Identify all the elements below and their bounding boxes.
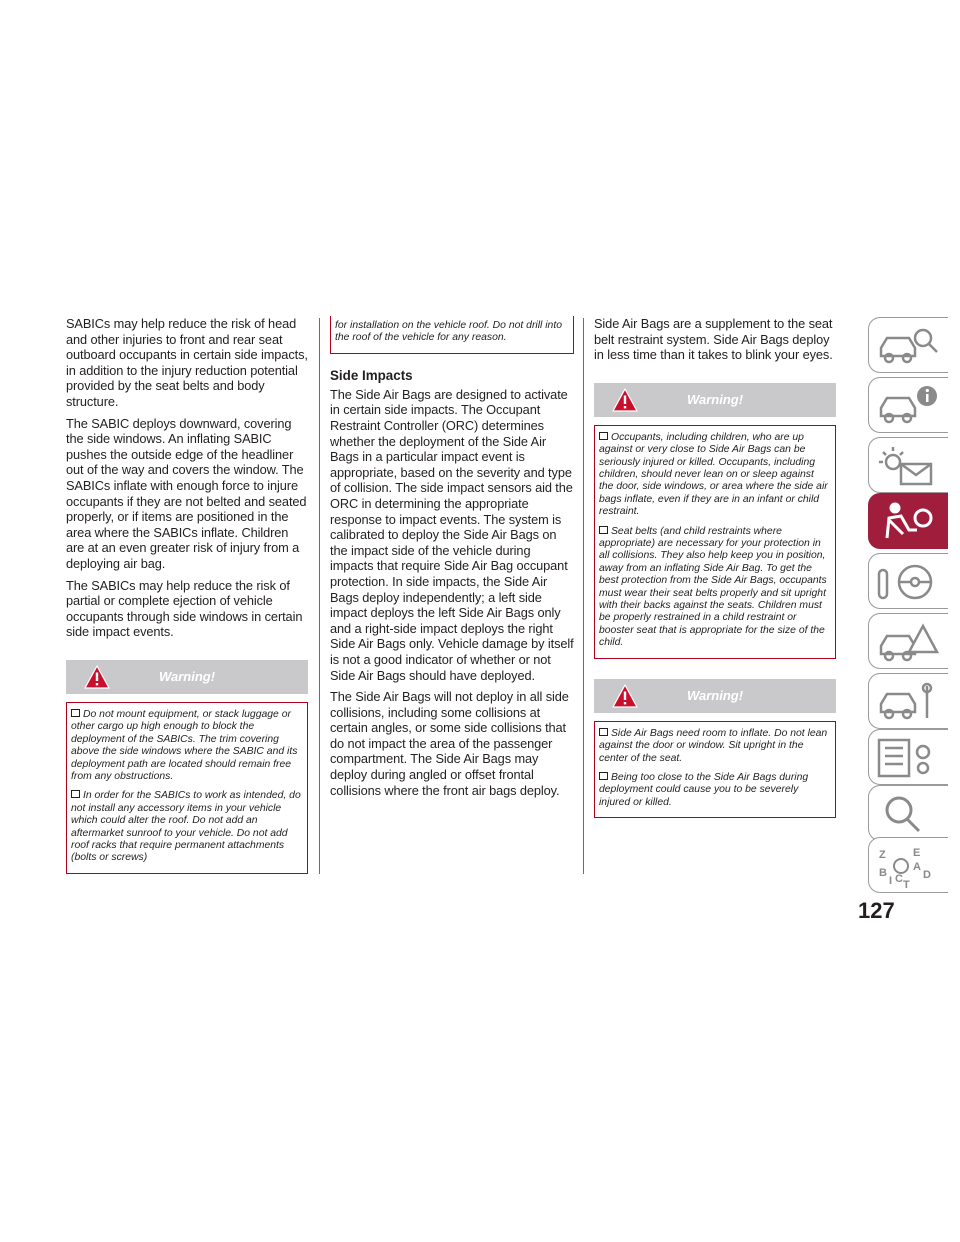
column-1 — [66, 316, 308, 874]
warning-lights-icon — [875, 444, 941, 488]
nav-tab-search[interactable] — [868, 785, 948, 841]
alphabetical-index-icon — [875, 844, 941, 888]
nav-tab-warning-lights[interactable] — [868, 437, 948, 493]
warning-box — [594, 425, 836, 659]
warning-title: Warning! — [686, 391, 744, 407]
car-search-icon — [875, 324, 941, 368]
airbag-seatbelt-icon — [875, 500, 941, 544]
warning-item: Side Air Bags need room to inflate. Do not lean against the door or window. Sit upright in the center of the seat. — [599, 727, 828, 764]
body-paragraph: The SABICs may help reduce the risk of partial or complete ejection of vehicle occupants through side windows in certain side impact events. — [66, 577, 303, 640]
nav-tab-car-info[interactable] — [868, 377, 948, 433]
svg-text:D: D — [923, 869, 931, 881]
nav-tab-airbags-seatbelts[interactable] — [868, 493, 948, 549]
car-tools-icon — [875, 680, 941, 724]
svg-text:I: I — [889, 875, 893, 887]
warning-header — [594, 679, 836, 713]
nav-tab-starting-driving[interactable] — [868, 553, 948, 609]
car-info-icon — [875, 384, 941, 428]
svg-text:Z: Z — [879, 849, 886, 861]
column-2 — [330, 316, 574, 804]
nav-tab-emergency[interactable] — [868, 613, 948, 669]
search-icon — [875, 792, 941, 836]
checkbox-bullet-icon — [599, 526, 608, 534]
checkbox-bullet-icon — [599, 772, 608, 780]
checkbox-bullet-icon — [599, 728, 608, 736]
body-paragraph: The Side Air Bags are designed to activate in certain side impacts. The Occupant Restraint Controller (ORC) determines whether the deployment of the Side Air Bags in a particular impact event is appropriate, based on the severity and type of collision. The side impact sensors aid the ORC in determining the appropriate response to impact events. The system is calibrated to deploy the Side Air Bags on the impact side of the vehicle during impacts that require Side Air Bag occupant protection. In side impacts, the Side Air Bags deploy independently; a left side impact deploys the left Side Air Bags only and a right-side impact deploys the right Side Air Bags only. Vehicle damage by itself is not a good indicator of whether or not Side Air Bags should have deployed. — [330, 386, 574, 683]
car-hazard-icon — [875, 620, 941, 664]
svg-text:A: A — [913, 861, 921, 873]
body-paragraph: The Side Air Bags will not deploy in all side collisions, including some collisions at certain angles, or some side collisions that do not impact the area of the passenger compartment. The Side Air Bags may deploy during angled or offset frontal collisions where the front air bags deploy. — [330, 689, 569, 798]
svg-text:C: C — [895, 873, 903, 885]
warning-header — [594, 383, 836, 417]
warning-title: Warning! — [686, 687, 744, 703]
warning-box — [594, 721, 836, 818]
checkbox-bullet-icon — [71, 709, 80, 717]
checkbox-bullet-icon — [71, 790, 80, 798]
warning-header — [66, 660, 308, 694]
body-paragraph: Side Air Bags are a supplement to the seat belt restraint system. Side Air Bags deploy in less time than it takes to blink your eyes. — [594, 316, 833, 363]
nav-tab-index[interactable] — [868, 837, 948, 893]
body-paragraph: SABICs may help reduce the risk of head and other injuries to front and rear seat outboard occupants in certain side impacts, in addition to the injury reduction potential provided by the seat belts and body structure. — [66, 316, 308, 409]
section-heading: Side Impacts — [330, 367, 413, 383]
warning-item: Seat belts (and child restraints where appropriate) are necessary for your protection in all collisions. They also help keep you in position, away from an inflating Side Air Bag. To get the best protection from the Side Air Bags, occupants must wear their seat belts properly and sit upright with their backs against the seats. Children must be properly restrained in a child restraint or booster seat that is appropriate for the size of the child. — [599, 525, 827, 649]
warning-item: Do not mount equipment, or stack luggage or other cargo up high enough to block the deployment of the SABICs. The trim covering above the side windows where the SABIC and its deployment path are located should remain free from any obstructions. — [71, 708, 298, 782]
nav-tab-car-search[interactable] — [868, 317, 948, 373]
warning-item: Occupants, including children, who are up against or very close to Side Air Bags can be seriously injured or killed. Occupants, including children, should never lean on or sleep against the door, side windows, or area where the side air bags inflate, even if they are in an infant or child restraint. — [599, 431, 828, 518]
svg-text:E: E — [913, 847, 921, 859]
warning-item-continuation: for installation on the vehicle roof. Do not drill into the roof of the vehicle for any reason. — [335, 320, 562, 344]
column-divider — [319, 318, 320, 874]
nav-tab-servicing[interactable] — [868, 673, 948, 729]
checkbox-bullet-icon — [599, 432, 608, 440]
svg-text:B: B — [879, 867, 887, 879]
warning-item: Being too close to the Side Air Bags during deployment could cause you to be severely injured or killed. — [599, 771, 809, 808]
warning-title: Warning! — [158, 668, 216, 684]
warning-box-continuation — [330, 316, 574, 354]
warning-item: In order for the SABICs to work as intended, do not install any accessory items in your vehicle which could alter the roof. Do not add an aftermarket sunroof to your vehicle. Do not add roof racks that require permanent attachments (bolts or screws) — [71, 790, 301, 864]
svg-text:T: T — [903, 879, 910, 888]
key-steering-icon — [875, 560, 941, 604]
warning-box — [66, 702, 308, 874]
body-paragraph: The SABIC deploys downward, covering the side windows. An inflating SABIC pushes the outside edge of the headliner out of the way and covers the window. The SABICs inflate with enough force to injure occupants if they are not belted and seated properly, or if items are positioned in the area where the SABICs inflate. Children are at an even greater risk of injury from a deploying air bag. — [66, 415, 307, 571]
page-number: 127 — [858, 898, 895, 923]
column-divider — [583, 318, 584, 874]
settings-list-icon — [875, 736, 941, 780]
column-3 — [594, 316, 836, 818]
nav-tab-technical-specs[interactable] — [868, 729, 948, 785]
